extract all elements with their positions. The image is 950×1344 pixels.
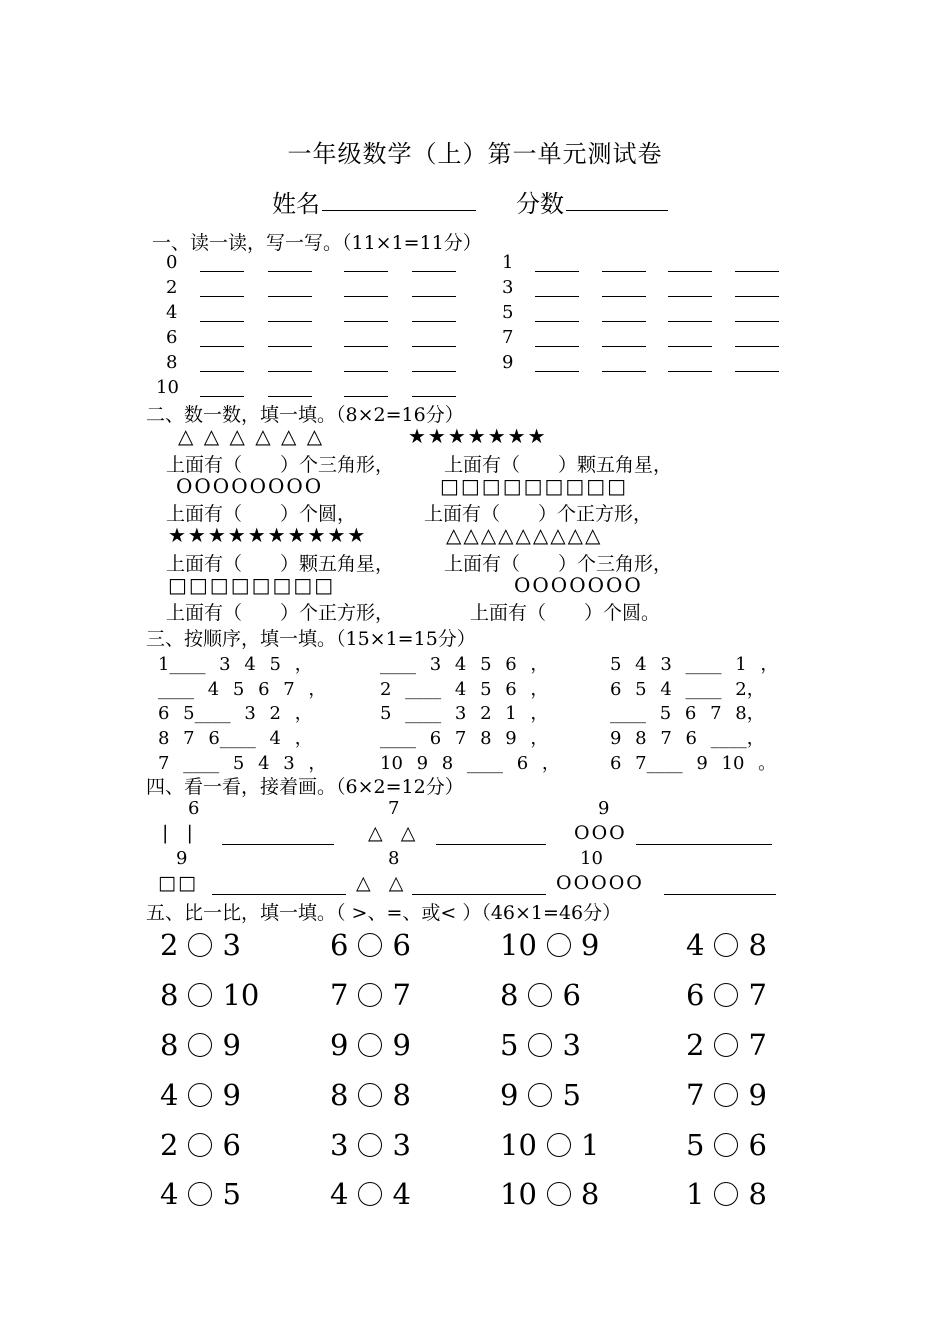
compare-circle[interactable] [528, 983, 552, 1007]
draw-blank[interactable] [636, 844, 772, 845]
given-count: 6 [188, 798, 200, 819]
name-label: 姓名 [272, 190, 320, 218]
draw-blank[interactable] [664, 894, 776, 895]
left-number: 5 [686, 1128, 705, 1162]
write-blank[interactable] [735, 371, 779, 372]
shapes-left: ★★★★★★★★★★ [168, 523, 368, 547]
compare-item [500, 1078, 581, 1112]
right-number: 9 [580, 928, 600, 962]
number-label: 3 [502, 277, 514, 298]
count-question[interactable]: 上面有（ ）个正方形， [424, 503, 653, 525]
write-blank[interactable] [344, 271, 388, 272]
shapes-right: □□□□□□□□□ [440, 474, 629, 498]
sequence-item[interactable]: 6 5____ 3 2 ， [158, 703, 313, 724]
write-blank[interactable] [412, 346, 456, 347]
compare-circle[interactable] [714, 1182, 738, 1206]
compare-item [330, 1078, 411, 1112]
write-blank[interactable] [268, 271, 312, 272]
section2-heading: 二、数一数，填一填。（8×2=16分） [146, 404, 464, 426]
shapes-right: △△△△△△△△△ [446, 523, 603, 547]
compare-circle[interactable] [714, 983, 738, 1007]
sequence-item[interactable]: 6 7____ 9 10 。 [610, 753, 777, 774]
sequence-item[interactable]: 1____ 3 4 5 ， [158, 654, 313, 675]
left-number: 7 [330, 978, 349, 1012]
right-number: 1 [580, 1128, 600, 1162]
write-blank[interactable] [602, 271, 646, 272]
compare-item [160, 978, 259, 1012]
right-number: 8 [580, 1177, 600, 1211]
write-blank[interactable] [412, 271, 456, 272]
write-blank[interactable] [268, 346, 312, 347]
left-number: 2 [160, 928, 179, 962]
right-number: 6 [562, 978, 581, 1012]
compare-circle[interactable] [547, 933, 571, 957]
number-label: 0 [166, 252, 178, 273]
compare-item [686, 1128, 767, 1162]
compare-circle[interactable] [714, 1133, 738, 1157]
given-shapes: □□ [158, 872, 198, 894]
draw-blank[interactable] [412, 894, 546, 895]
left-number: 1 [686, 1177, 705, 1211]
sequence-item[interactable]: ____ 5 6 7 8， [610, 703, 765, 724]
given-shapes: △ △ [356, 872, 406, 894]
sequence-item[interactable]: 10 9 8 ____ 6 ， [380, 753, 560, 774]
write-blank[interactable] [344, 296, 388, 297]
compare-item [160, 1028, 241, 1062]
write-blank[interactable] [200, 321, 244, 322]
write-blank[interactable] [200, 346, 244, 347]
write-blank[interactable] [735, 296, 779, 297]
compare-item [500, 928, 599, 962]
count-question[interactable]: 上面有（ ）个圆。 [470, 602, 661, 624]
right-number: 6 [222, 1128, 241, 1162]
shapes-left: △ △ △ △ △ △ [178, 424, 325, 448]
number-label: 4 [166, 302, 178, 323]
right-number: 7 [392, 978, 411, 1012]
write-blank[interactable] [602, 346, 646, 347]
draw-blank[interactable] [212, 894, 346, 895]
compare-item [160, 1177, 241, 1211]
right-number: 9 [222, 1078, 241, 1112]
compare-item [330, 1177, 411, 1211]
compare-item [160, 928, 241, 962]
left-number: 4 [330, 1177, 349, 1211]
left-number: 6 [686, 978, 705, 1012]
given-shapes: OOO [574, 822, 627, 844]
shapes-right: OOOOOOO [514, 573, 643, 597]
number-label: 2 [166, 277, 178, 298]
write-blank[interactable] [412, 321, 456, 322]
draw-blank[interactable] [222, 844, 334, 845]
right-number: 9 [748, 1078, 767, 1112]
name-blank[interactable] [322, 210, 476, 211]
write-blank[interactable] [668, 296, 712, 297]
compare-item [330, 1028, 411, 1062]
right-number: 9 [222, 1028, 241, 1062]
sequence-item[interactable]: 2 ____ 4 5 6 ， [380, 679, 549, 700]
compare-item [500, 1028, 581, 1062]
write-blank[interactable] [412, 371, 456, 372]
compare-circle[interactable] [528, 1033, 552, 1057]
count-question[interactable]: 上面有（ ）个三角形， [444, 553, 673, 575]
write-blank[interactable] [735, 321, 779, 322]
left-number: 8 [500, 978, 519, 1012]
shapes-left: OOOOOOOO [176, 474, 324, 498]
sequence-item[interactable]: 9 8 7 6 ____， [610, 728, 765, 749]
write-blank[interactable] [535, 321, 579, 322]
draw-blank[interactable] [436, 844, 546, 845]
right-number: 8 [392, 1078, 411, 1112]
compare-circle[interactable] [358, 1033, 382, 1057]
number-label: 1 [502, 252, 514, 273]
compare-circle[interactable] [528, 1083, 552, 1107]
write-blank[interactable] [535, 371, 579, 372]
sequence-item[interactable]: ____ 3 4 5 6 ， [380, 654, 549, 675]
compare-item [686, 1078, 767, 1112]
left-number: 8 [330, 1078, 349, 1112]
right-number: 5 [562, 1078, 581, 1112]
given-count: 9 [598, 798, 610, 819]
write-blank[interactable] [268, 371, 312, 372]
section1-heading: 一、读一读，写一写。（11×1=11分） [152, 232, 482, 254]
right-number: 4 [392, 1177, 411, 1211]
count-question[interactable]: 上面有（ ）个三角形， [166, 454, 395, 476]
number-label: 6 [166, 327, 178, 348]
given-count: 8 [388, 848, 400, 869]
count-question[interactable]: 上面有（ ）颗五角星， [166, 553, 395, 575]
count-question[interactable]: 上面有（ ）颗五角星， [444, 454, 673, 476]
left-number: 7 [686, 1078, 705, 1112]
write-blank[interactable] [602, 296, 646, 297]
compare-item [500, 1128, 599, 1162]
page-title: 一年级数学（上）第一单元测试卷 [287, 140, 663, 168]
compare-circle[interactable] [188, 1182, 212, 1206]
compare-item [686, 928, 767, 962]
right-number: 6 [748, 1128, 767, 1162]
sequence-item[interactable]: 5 ____ 3 2 1 ， [380, 703, 549, 724]
sequence-item[interactable]: 6 5 4 ____ 2， [610, 679, 765, 700]
left-number: 8 [160, 1028, 179, 1062]
right-number: 7 [748, 978, 767, 1012]
right-number: 3 [562, 1028, 581, 1062]
sequence-item[interactable]: 7 ____ 5 4 3 ， [158, 753, 327, 774]
left-number: 8 [160, 978, 179, 1012]
right-number: 3 [222, 928, 241, 962]
compare-circle[interactable] [358, 983, 382, 1007]
write-blank[interactable] [735, 271, 779, 272]
write-blank[interactable] [535, 346, 579, 347]
write-blank[interactable] [344, 396, 388, 397]
section4-heading: 四、看一看，接着画。（6×2=12分） [146, 776, 464, 798]
right-number: 5 [222, 1177, 241, 1211]
write-blank[interactable] [200, 396, 244, 397]
compare-item [330, 1128, 411, 1162]
sequence-item[interactable]: 8 7 6____ 4 ， [158, 728, 313, 749]
score-blank[interactable] [566, 210, 668, 211]
given-count: 9 [176, 848, 188, 869]
given-shapes: | | [162, 822, 195, 844]
compare-item [686, 978, 767, 1012]
left-number: 4 [160, 1078, 179, 1112]
compare-circle[interactable] [547, 1133, 571, 1157]
write-blank[interactable] [268, 296, 312, 297]
write-blank[interactable] [412, 396, 456, 397]
left-number: 2 [160, 1128, 179, 1162]
compare-circle[interactable] [714, 1083, 738, 1107]
write-blank[interactable] [344, 346, 388, 347]
score-label: 分数 [516, 190, 564, 218]
left-number: 6 [330, 928, 349, 962]
write-blank[interactable] [535, 271, 579, 272]
compare-circle[interactable] [358, 1182, 382, 1206]
left-number: 10 [500, 1128, 537, 1162]
number-label: 7 [502, 327, 514, 348]
compare-circle[interactable] [358, 1083, 382, 1107]
compare-circle[interactable] [358, 1133, 382, 1157]
right-number: 7 [748, 1028, 767, 1062]
given-count: 10 [580, 848, 603, 869]
left-number: 4 [686, 928, 705, 962]
sequence-item[interactable]: 5 4 3 ____ 1 ， [610, 654, 779, 675]
write-blank[interactable] [200, 296, 244, 297]
given-shapes: △ △ [368, 822, 418, 844]
write-blank[interactable] [200, 271, 244, 272]
compare-circle[interactable] [547, 1182, 571, 1206]
number-label: 8 [166, 352, 178, 373]
section3-heading: 三、按顺序，填一填。（15×1=15分） [146, 628, 476, 650]
compare-circle[interactable] [188, 933, 212, 957]
left-number: 10 [500, 1177, 537, 1211]
count-question[interactable]: 上面有（ ）个圆， [166, 503, 357, 525]
write-blank[interactable] [668, 371, 712, 372]
number-label: 5 [502, 302, 514, 323]
sequence-item[interactable]: ____ 6 7 8 9 ， [380, 728, 549, 749]
compare-item [686, 1028, 767, 1062]
left-number: 9 [330, 1028, 349, 1062]
shapes-right: ★★★★★★★ [408, 424, 548, 448]
given-shapes: OOOOO [556, 872, 644, 894]
sequence-item[interactable]: ____ 4 5 6 7 ， [158, 679, 327, 700]
write-blank[interactable] [344, 371, 388, 372]
left-number: 9 [500, 1078, 519, 1112]
count-question[interactable]: 上面有（ ）个正方形， [166, 602, 395, 624]
write-blank[interactable] [268, 321, 312, 322]
left-number: 3 [330, 1128, 349, 1162]
number-label: 10 [156, 377, 179, 398]
compare-circle[interactable] [714, 1033, 738, 1057]
compare-circle[interactable] [188, 983, 212, 1007]
compare-circle[interactable] [188, 1083, 212, 1107]
write-blank[interactable] [602, 371, 646, 372]
write-blank[interactable] [200, 371, 244, 372]
right-number: 9 [392, 1028, 411, 1062]
section5-heading: 五、比一比，填一填。（ >、=、或< ）（46×1=46分） [146, 902, 622, 924]
right-number: 8 [748, 1177, 767, 1211]
compare-item [500, 978, 581, 1012]
compare-item [160, 1128, 241, 1162]
right-number: 6 [392, 928, 411, 962]
compare-circle[interactable] [714, 933, 738, 957]
write-blank[interactable] [268, 396, 312, 397]
left-number: 10 [500, 928, 537, 962]
given-count: 7 [388, 798, 400, 819]
compare-circle[interactable] [188, 1133, 212, 1157]
write-blank[interactable] [412, 296, 456, 297]
left-number: 2 [686, 1028, 705, 1062]
write-blank[interactable] [535, 296, 579, 297]
compare-item [500, 1177, 599, 1211]
compare-item [160, 1078, 241, 1112]
right-number: 8 [748, 928, 767, 962]
right-number: 3 [392, 1128, 411, 1162]
write-blank[interactable] [735, 346, 779, 347]
compare-item [330, 928, 411, 962]
left-number: 4 [160, 1177, 179, 1211]
write-blank[interactable] [668, 321, 712, 322]
write-blank[interactable] [668, 346, 712, 347]
compare-item [686, 1177, 767, 1211]
compare-item [330, 978, 411, 1012]
write-blank[interactable] [344, 321, 388, 322]
compare-circle[interactable] [188, 1033, 212, 1057]
write-blank[interactable] [668, 271, 712, 272]
right-number: 10 [222, 978, 260, 1012]
shapes-left: □□□□□□□□ [168, 573, 336, 597]
number-label: 9 [502, 352, 514, 373]
left-number: 5 [500, 1028, 519, 1062]
compare-circle[interactable] [358, 933, 382, 957]
write-blank[interactable] [602, 321, 646, 322]
